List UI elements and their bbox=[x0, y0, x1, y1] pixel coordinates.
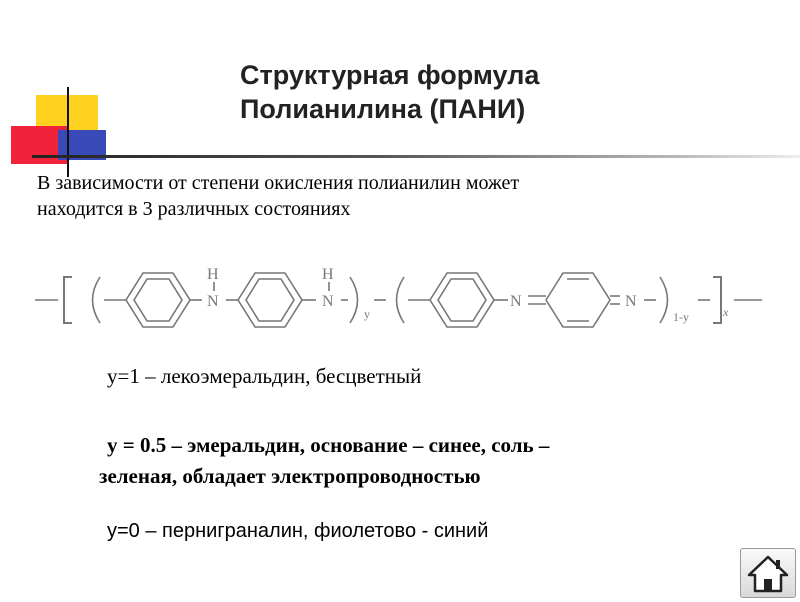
subscript-x: x bbox=[723, 305, 729, 319]
quinoid-ring bbox=[546, 273, 610, 327]
title-line-2: Полианилина (ПАНИ) bbox=[240, 94, 526, 124]
state-pernigraniline: y=0 – перниграналин, фиолетово - синий bbox=[107, 520, 489, 542]
title-line-1: Структурная формула bbox=[240, 60, 540, 90]
paren-right-1y bbox=[660, 277, 668, 323]
benzene-ring-1 bbox=[126, 273, 190, 327]
nitrogen-label-2: N bbox=[322, 293, 334, 310]
benzene-ring-3-inner bbox=[438, 279, 486, 321]
nitrogen-label-1: N bbox=[207, 293, 219, 310]
outer-bracket-left bbox=[64, 277, 72, 323]
intro-line-2: находится в 3 различных состояниях bbox=[37, 198, 351, 220]
benzene-ring-1-inner bbox=[134, 279, 182, 321]
title-underline bbox=[32, 155, 800, 158]
subscript-1-y: 1-y bbox=[673, 310, 689, 324]
benzene-ring-2 bbox=[238, 273, 302, 327]
subscript-y: y bbox=[364, 307, 370, 321]
paren-left-1y bbox=[397, 277, 405, 323]
nitrogen-label-3: N bbox=[510, 293, 522, 310]
benzene-ring-2-inner bbox=[246, 279, 294, 321]
nitrogen-label-4: N bbox=[625, 293, 637, 310]
intro-line-1: В зависимости от степени окисления полианилин может bbox=[37, 172, 520, 194]
benzene-ring-3 bbox=[430, 273, 494, 327]
intro-text bbox=[37, 170, 737, 222]
paren-right-y bbox=[350, 277, 358, 323]
paren-left-y bbox=[93, 277, 101, 323]
hydrogen-label-1: H bbox=[207, 266, 219, 283]
state-emeraldine-line-1: y = 0.5 – эмеральдин, основание – синее, соль – bbox=[107, 433, 550, 457]
decorative-vertical-line bbox=[67, 87, 69, 177]
home-button[interactable] bbox=[740, 548, 796, 598]
home-icon bbox=[741, 549, 795, 597]
state-emeraldine-line-2: зеленая, обладает электропроводностью bbox=[99, 464, 481, 488]
state-leucoemeraldine: y=1 – лекоэмеральдин, бесцветный bbox=[107, 364, 422, 388]
polyaniline-structural-formula bbox=[30, 255, 770, 340]
outer-bracket-right bbox=[713, 277, 721, 323]
state-emeraldine bbox=[99, 430, 719, 492]
page-title bbox=[240, 58, 660, 126]
hydrogen-label-2: H bbox=[322, 266, 334, 283]
